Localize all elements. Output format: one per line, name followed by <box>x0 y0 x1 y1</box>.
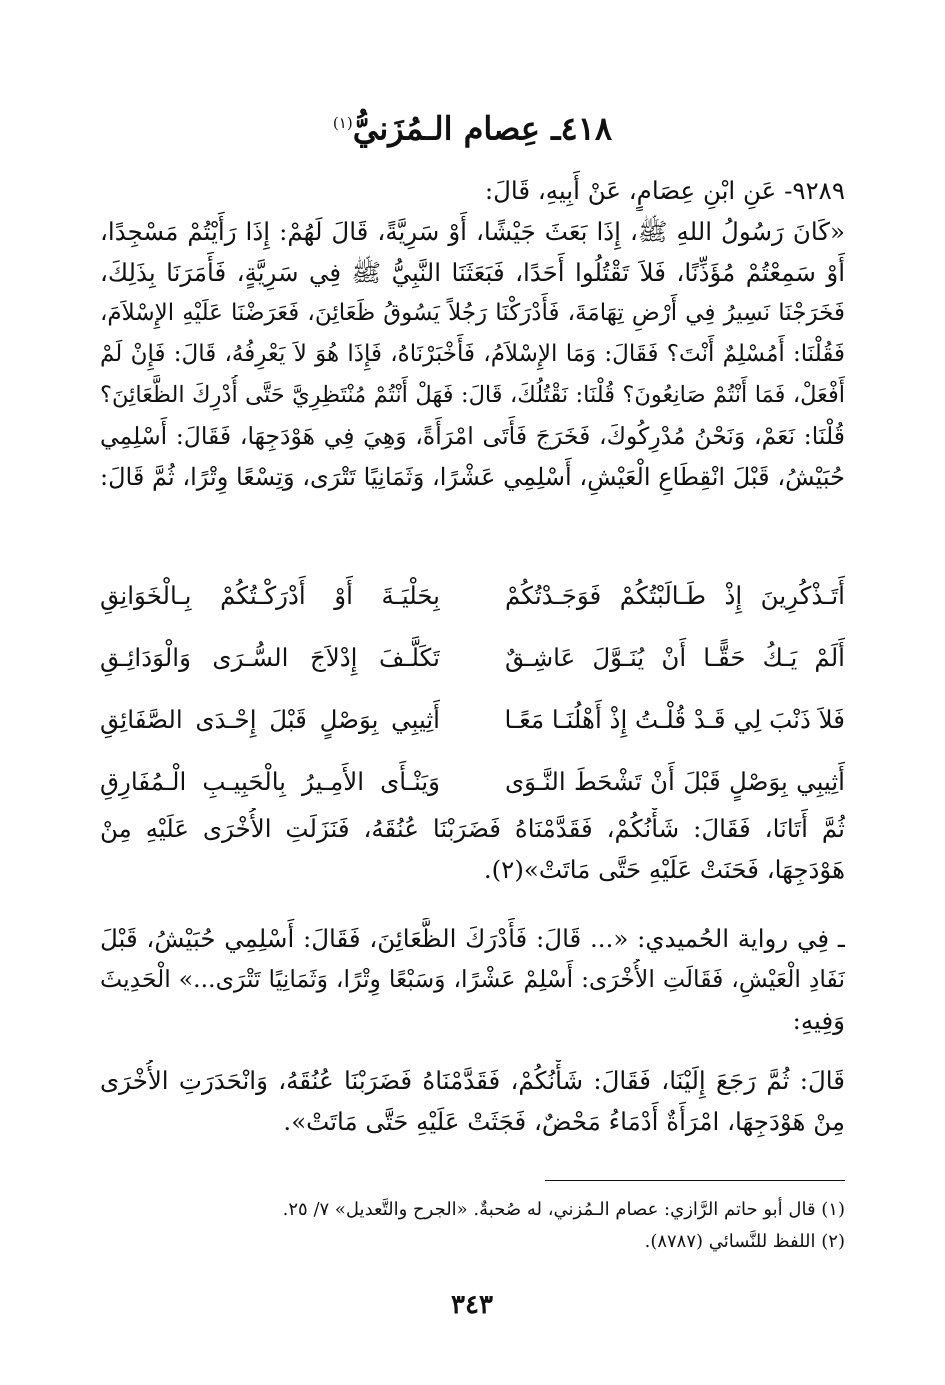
verse-second-hemistich: تَكَلَّـفَ إِدْلاَجَ السُّـرَى وَالْوَدَائِـقِ <box>100 643 440 672</box>
paragraph-line: هَوْدَجِهَا، فَحَنَتْ عَلَيْهِ حَتَّى مَاتَتْ»(٢). <box>483 855 845 884</box>
final-paragraph <box>100 1060 845 1142</box>
verse-second-hemistich: وَيَنْـأَى الأَمِـيرُ بِالْحَبِيـبِ الْـمُفَارِقِ <box>100 767 440 796</box>
humaydi-variant <box>100 918 845 1041</box>
hadith-intro: ٩٢٨٩- عَنِ ابْنِ عِصَامٍ، عَنْ أَبِيهِ، قَالَ: <box>484 176 845 205</box>
footnote-ref-1: (١) <box>332 114 353 132</box>
page-number: ٣٤٣ <box>451 1290 493 1320</box>
poem-verse <box>100 689 845 751</box>
poem-verse <box>100 565 845 627</box>
verse-first-hemistich: فَلاَ ذَنْبَ لِي قَـدْ قُلْـتُ إِذْ أَهْلُنَـا مَعًـا <box>505 705 845 734</box>
paragraph-line: وَفِيهِ: <box>792 1006 845 1035</box>
section-dash: ـ <box>551 109 561 148</box>
narration-line: فَخَرَجْنَا نَسِيرُ فِي أَرْضِ تِهَامَةَ، فَأَدْرَكْنَا رَجُلاً يَسُوقُ ظَعَائِنَ، فَعَرَضْنَا عَلَيْهِ الإِسْلاَمَ، <box>100 300 845 326</box>
paragraph-line: نَفَادِ الْعَيْشِ، فَقَالَتِ الأُخْرَى: أَسْلِمْ عَشْرًا، وَسَبْعًا وِتْرًا، وَثَمَانِيًا تَتْرَى...» الْحَدِيثَ <box>100 965 845 993</box>
after-poem-text <box>100 808 845 890</box>
section-heading <box>100 98 845 154</box>
narration-line: أَوْ سَمِعْتُمْ مُؤَذِّنًا، فَلاَ تَقْتُلُوا أَحَدًا، فَبَعَثَنَا النَّبِيُّ ﷺ فِي سَرِيَّةٍ، فَأَمَرَنَا بِذَلِكَ، <box>100 258 845 287</box>
paragraph-line: ـ فِي رواية الحُميدي: «... قَالَ: فَأَدْرَكَ الظَّعَائِنَ، فَقَالَ: أَسْلِمِي حُبَيْشُ، قَبْلَ <box>100 924 845 953</box>
narration-line: حُبَيْشُ، قَبْلَ انْقِطَاعِ الْعَيْشِ، أَسْلِمِي عَشْرًا، وَثَمَانِيًا تَتْرَى، وَتِسْعًا وِتْرًا، ثُمَّ قَالَ: <box>100 463 845 491</box>
footnotes <box>100 1194 845 1258</box>
paragraph-line: قَالَ: ثُمَّ رَجَعَ إِلَيْنَا، فَقَالَ: شَأْنُكُمْ، فَقَدَّمْنَاهُ فَضَرَبْنَا عُنُقَهُ، وَانْحَدَرَتِ الأُخْرَى <box>100 1066 845 1095</box>
footnote-1: (١) قال أبو حاتم الرَّازي: عصام الـمُزني، له صُحبةٌ. «الجرح والتَّعديل» ٧/ ٢٥. <box>282 1199 845 1220</box>
narration-line: فَقُلْنَا: أَمُسْلِمٌ أَنْتَ؟ فَقَالَ: وَمَا الإِسْلاَمُ، فَأَخْبَرْنَاهُ، فَإِذَا هُوَ لاَ يَعْرِفُهُ، قَالَ: فَإِنْ لَمْ <box>100 341 845 367</box>
section-title: عِصام الـمُزَنيُّ <box>352 109 540 148</box>
verse-second-hemistich: أَثِيبِي بِوَصْلٍ قَبْلَ إِحْـدَى الصَّفَائِقِ <box>100 705 440 734</box>
narration-line: «كَانَ رَسُولُ اللهِ ﷺ، إِذَا بَعَثَ جَيْشًا، أَوْ سَرِيَّةً، قَالَ لَهُمْ: إِذَا رَأَيْتُمْ مَسْجِدًا، <box>100 217 845 246</box>
verse-first-hemistich: أَثِيبِي بِوَصْلٍ قَبْلَ أَنْ تَشْحَطَ النَّـوَى <box>505 767 845 796</box>
footnote-divider <box>545 1180 845 1181</box>
verse-first-hemistich: أَلَمْ يَـكُ حَقًّـا أَنْ يُنَـوَّلَ عَاشِـقٌ <box>505 643 845 672</box>
section-number: ٤١٨ <box>560 109 613 148</box>
paragraph-line: ثُمَّ أَتَانَا، فَقَالَ: شَأْنُكُمْ، فَقَدَّمْنَاهُ فَضَرَبْنَا عُنُقَهُ، فَنَزَلَتِ الأُخْرَى عَلَيْهِ مِنْ <box>100 814 845 843</box>
narration-line: قُلْنَا: نَعَمْ، وَنَحْنُ مُدْرِكُوكَ، فَخَرَجَ فَأَتَى امْرَأَةً، وَهِيَ فِي هَوْدَجِهَا، فَقَالَ: أَسْلِمِي <box>100 422 845 450</box>
verse-first-hemistich: أَتَـذْكُرِينَ إِذْ طَـالَبْتُكُمْ فَوَجَـدْتُكُمْ <box>505 581 845 610</box>
narration-line: أَفْعَلْ، فَمَا أَنْتُمْ صَانِعُونَ؟ قُلْنَا: نَقْتُلُكَ، قَالَ: فَهَلْ أَنْتُمْ مُنْتَظِرِيَّ حَتَّى أُدْرِكَ الظَّعَائِنَ؟ <box>100 382 845 408</box>
footnote-2: (٢) اللفظ للنَّسائي (٨٧٨٧). <box>644 1231 845 1252</box>
verse-second-hemistich: بِحَلْيَـةَ أَوْ أَدْرَكْـتُكُمْ بِـالْخَوَانِقِ <box>100 581 440 610</box>
hadith-text <box>100 170 845 498</box>
poem-verse <box>100 627 845 689</box>
paragraph-line: مِنْ هَوْدَجِهَا، امْرَأَةٌ أَدْمَاءُ مَحْضٌ، فَجَثَتْ عَلَيْهِ حَتَّى مَاتَتْ». <box>283 1107 845 1136</box>
poem <box>100 565 845 813</box>
poem-verse <box>100 751 845 813</box>
